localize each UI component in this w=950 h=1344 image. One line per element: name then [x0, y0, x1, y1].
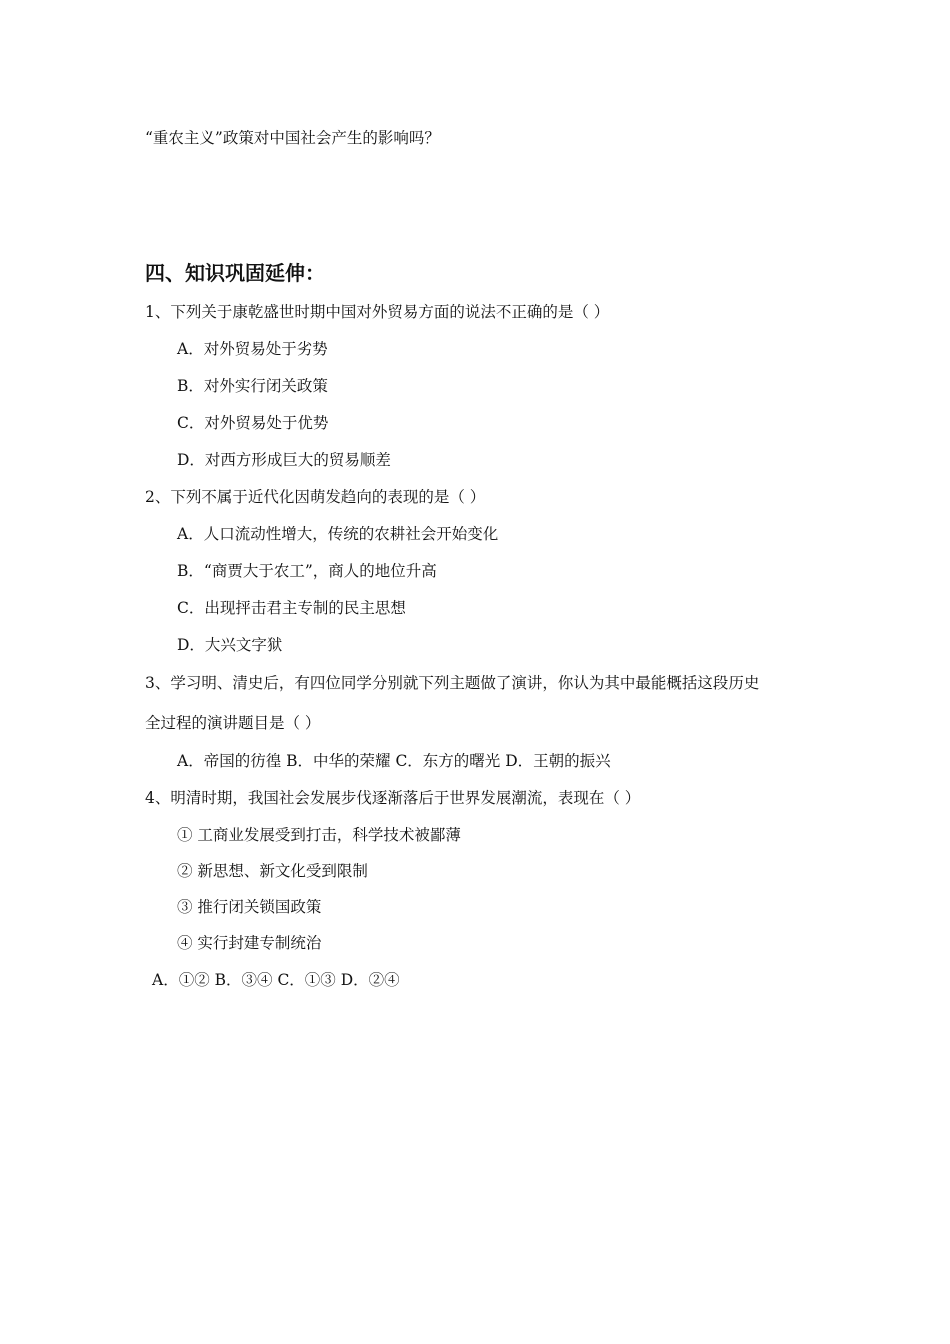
question-2-option-a: A．人口流动性增大，传统的农耕社会开始变化 — [177, 525, 499, 543]
question-1-stem: 1、下列关于康乾盛世时期中国对外贸易方面的说法不正确的是（ ） — [145, 303, 610, 321]
question-1-option-c: C．对外贸易处于优势 — [177, 414, 329, 432]
question-4-item-4: ④ 实行封建专制统治 — [177, 934, 322, 952]
question-3-options: A．帝国的彷徨 B．中华的荣耀 C．东方的曙光 D．王朝的振兴 — [177, 752, 611, 770]
question-4-item-3: ③ 推行闭关锁国政策 — [177, 898, 322, 916]
intro-question-tail: “重农主义”政策对中国社会产生的影响吗？ — [145, 129, 440, 147]
question-3-stem-line-1: 3、学习明、清史后，有四位同学分别就下列主题做了演讲，你认为其中最能概括这段历史 — [145, 674, 760, 692]
question-4-item-1: ① 工商业发展受到打击，科学技术被鄙薄 — [177, 826, 461, 844]
question-2-option-d: D．大兴文字狱 — [177, 636, 283, 654]
question-4-item-2: ② 新思想、新文化受到限制 — [177, 862, 368, 880]
question-3-stem-line-2: 全过程的演讲题目是（ ） — [145, 714, 321, 732]
question-1-option-d: D．对西方形成巨大的贸易顺差 — [177, 451, 391, 469]
question-4-options: A．①② B．③④ C．①③ D．②④ — [152, 971, 400, 989]
question-2-option-b: B．“商贾大于农工”，商人的地位升高 — [177, 562, 437, 580]
section-heading: 四、知识巩固延伸： — [145, 261, 325, 285]
question-2-stem: 2、下列不属于近代化因萌发趋向的表现的是（ ） — [145, 488, 486, 506]
question-1-option-a: A．对外贸易处于劣势 — [177, 340, 328, 358]
question-4-stem: 4、明清时期，我国社会发展步伐逐渐落后于世界发展潮流，表现在（ ） — [145, 789, 641, 807]
question-2-option-c: C．出现抨击君主专制的民主思想 — [177, 599, 406, 617]
question-1-option-b: B．对外实行闭关政策 — [177, 377, 328, 395]
